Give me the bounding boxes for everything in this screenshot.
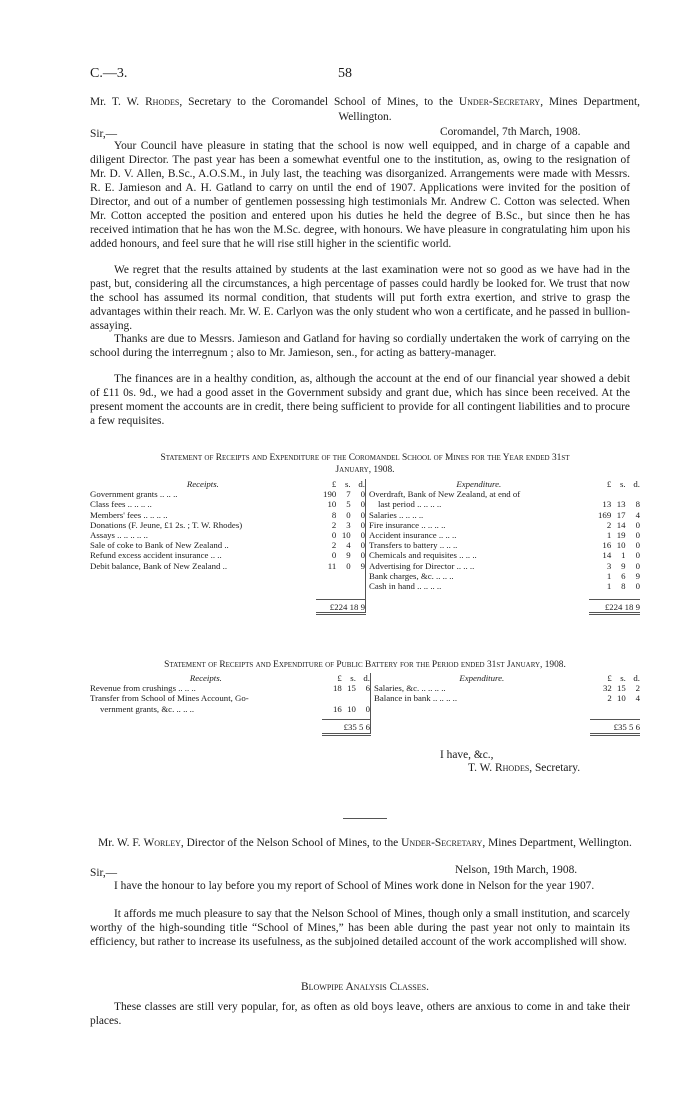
page-number: 58	[338, 66, 352, 81]
statement1-col-pounds: £	[331, 479, 337, 489]
letter2-recipient: Under-Secretary	[401, 837, 483, 849]
table-row	[90, 704, 640, 714]
letter1-recipient: Under-Secretary	[458, 96, 541, 108]
leader-dots: ..	[222, 560, 228, 571]
expenditure-shillings: 13	[616, 499, 626, 510]
table-row	[90, 693, 640, 703]
receipt-pounds: 2	[331, 540, 337, 551]
statement2-expenditure-heading: Expenditure.	[371, 673, 590, 683]
letter2-paragraph-2	[90, 907, 630, 949]
receipt-pounds: 18	[333, 683, 342, 694]
statement1-receipts-heading: Receipts.	[186, 479, 219, 489]
expenditure-label: Transfers to battery	[368, 540, 438, 551]
letter1-signer-title: , Secretary.	[529, 762, 581, 774]
receipt-pence: 0	[360, 489, 365, 500]
table-row	[90, 510, 640, 520]
expenditure-shillings: 19	[616, 530, 626, 541]
expenditure-pounds: 16	[602, 540, 612, 551]
receipt-shillings: 0	[346, 509, 351, 520]
receipt-pounds: 2	[331, 519, 337, 530]
totals-row	[90, 720, 640, 734]
receipt-shillings: 5	[346, 499, 351, 510]
letter2-heading	[90, 836, 640, 851]
receipt-pounds: 8	[331, 509, 337, 520]
expenditure-label: Salaries	[368, 509, 397, 520]
table-row	[90, 530, 640, 540]
receipt-pence: 0	[360, 530, 365, 541]
receipt-label: Donations (F. Jeune, £1 2s. ; T. W. Rhodes)	[90, 519, 243, 530]
receipt-shillings: 10	[347, 703, 356, 714]
statement1-title-line2: January, 1908.	[335, 465, 395, 475]
leader-dots: .. .. .. ..	[417, 581, 442, 592]
statement1-total-receipts: £224 18 9	[316, 599, 366, 613]
leader-dots: .. .. .. ..	[421, 683, 446, 694]
expenditure-label: Accident insurance	[368, 530, 437, 541]
expenditure-pounds: 2	[606, 519, 612, 530]
expenditure-pence: 8	[635, 499, 640, 510]
expenditure-pounds: 3	[606, 560, 612, 571]
leader-dots: .. ..	[465, 550, 477, 561]
letter1-paragraph-3	[90, 332, 630, 360]
receipt-shillings: 10	[341, 530, 351, 541]
letter2-heading-mid: , Director of the Nelson School of Mines, to the	[180, 837, 399, 849]
receipt-pence: 0	[360, 509, 365, 520]
letter2-author-name: Worley	[143, 837, 181, 849]
statement2-col-pounds-right: £	[607, 673, 612, 683]
receipt-pounds: 11	[327, 560, 337, 571]
statement1-table	[90, 479, 640, 615]
page-reference: C.—3.	[90, 66, 128, 81]
blowpipe-paragraph-text: These classes are still very popular, for, as often as old boys leave, others are anxious to come in and take their places.	[90, 1001, 630, 1027]
receipt-label: Revenue from crushings	[90, 683, 176, 694]
expenditure-shillings: 9	[621, 560, 626, 571]
statement2-col-pence-right: d.	[633, 673, 640, 683]
statement2-receipts-heading: Receipts.	[189, 673, 222, 683]
receipt-shillings: 9	[346, 550, 351, 561]
leader-dots: .. .. .. ..	[127, 499, 152, 510]
receipt-pence: 0	[360, 519, 365, 530]
leader-dots: .. .. ..	[436, 570, 454, 581]
letter1-paragraph-1	[90, 139, 630, 251]
expenditure-pence: 0	[635, 581, 640, 592]
expenditure-pounds: 2	[607, 693, 612, 704]
table-row	[90, 683, 640, 693]
expenditure-shillings: 15	[617, 683, 626, 694]
statement1-title-line1: Statement of Receipts and Expenditure of the Coromandel School of Mines for the Year ended 31st	[160, 453, 570, 463]
leader-dots: .. .. ..	[159, 489, 178, 500]
letter1-paragraph-4-text: The finances are in a healthy condition, as, although the account at the end of our financial year showed a debit of £11 0s. 9d., we had a good asset in the Government subsidy and grant due, which has since been received. At the present moment the accounts are in credit, there being sufficient to provide for all contingent liabilities and to procure a few requisites.	[90, 373, 630, 427]
letter1-paragraph-4	[90, 372, 630, 428]
receipt-pounds: 190	[323, 489, 337, 500]
receipt-shillings: 0	[346, 560, 351, 571]
receipt-shillings: 4	[346, 540, 351, 551]
statement1-col-shillings: s.	[344, 479, 351, 489]
statement2-col-shillings-right: s.	[620, 673, 626, 683]
statement1-col-pounds-right: £	[606, 479, 612, 489]
expenditure-label: Balance in bank ..	[374, 693, 438, 704]
statement1-col-pence: d.	[358, 479, 365, 489]
letter1-author-name: Rhodes	[145, 96, 180, 108]
statement2-title: Statement of Receipts and Expenditure of Public Battery for the Period ended 31st January, 1908.	[164, 660, 566, 670]
receipt-label: Government grants	[90, 489, 158, 500]
letter1-paragraph-2	[90, 263, 630, 333]
expenditure-shillings: 10	[617, 693, 626, 704]
expenditure-pence: 4	[635, 693, 640, 704]
expenditure-pounds: 169	[598, 509, 612, 520]
expenditure-label: Advertising for Director ..	[368, 560, 462, 571]
leader-dots: ..	[224, 540, 229, 551]
statement1-expenditure-heading: Expenditure.	[365, 479, 588, 489]
letter2-place-date: Nelson, 19th March, 1908.	[455, 864, 578, 876]
letter2-paragraph-1	[90, 879, 630, 893]
section-heading-blowpipe: Blowpipe Analysis Classes.	[301, 981, 429, 993]
receipt-pounds: 10	[327, 499, 337, 510]
expenditure-pounds: 1	[606, 581, 612, 592]
leader-dots: .. .. ..	[438, 530, 457, 541]
expenditure-shillings: 1	[621, 550, 626, 561]
receipt-pounds: 16	[333, 703, 342, 714]
receipt-label: Members' fees	[90, 509, 142, 520]
table-row	[90, 581, 640, 591]
letter1-heading-mid: , Secretary to the Coromandel School of Mines, to the	[179, 96, 453, 108]
letter2-paragraph-1-text: I have the honour to lay before you my report of School of Mines work done in Nelson for the year 1907.	[114, 880, 595, 892]
receipt-label: Class fees	[90, 499, 126, 510]
letter2-heading-prefix: Mr. W. F.	[98, 837, 141, 849]
letter1-paragraph-2-text: We regret that the results attained by students at the last examination were not so good as we have had in the past, but, considering all the circumstances, a high percentage of passes could hardly be looked for. We trust that now the school has assumed its normal condition, that students will put forth extra exertion, and strive to grasp the advantages within their reach. Mr. W. E. Carlyon was the only student who won a certificate, and he passed in bullion-assaying.	[90, 264, 630, 332]
expenditure-pence: 2	[635, 683, 640, 694]
receipt-label: vernment grants, &c.	[100, 703, 175, 714]
receipt-shillings: 15	[347, 683, 356, 694]
table-row	[90, 561, 640, 571]
table-row	[90, 540, 640, 550]
expenditure-shillings: 6	[621, 570, 626, 581]
expenditure-label: Overdraft, Bank of New Zealand, at end of	[368, 489, 521, 500]
expenditure-pounds: 14	[602, 550, 612, 561]
letter1-heading-prefix: Mr. T. W.	[90, 96, 140, 108]
receipt-pence: 9	[360, 560, 365, 571]
statement1-col-shillings-right: s.	[619, 479, 626, 489]
letter1-signature	[468, 762, 580, 774]
receipt-shillings: 3	[346, 519, 351, 530]
leader-dots: .. .. ..	[427, 519, 446, 530]
receipt-pence: 0	[360, 540, 365, 551]
receipt-label: Sale of coke to Bank of New Zealand	[90, 540, 223, 551]
statement2-col-shillings: s.	[350, 673, 356, 683]
expenditure-label: Fire insurance ..	[368, 519, 426, 530]
leader-dots: .. .. .. ..	[399, 509, 424, 520]
letter1-place-date: Coromandel, 7th March, 1908.	[440, 126, 581, 138]
blowpipe-paragraph	[90, 1000, 630, 1028]
leader-dots: .. .. ..	[439, 693, 458, 704]
letter2-salutation: Sir,—	[90, 867, 118, 879]
expenditure-pence: 0	[635, 530, 640, 541]
statement1-col-pence-right: d.	[633, 479, 640, 489]
leader-dots: .. .. .. ..	[123, 530, 148, 541]
table-row	[90, 489, 640, 499]
letter1-paragraph-1-text: Your Council have pleasure in stating that the school is now well equipped, and in charge of a capable and diligent Director. The past year has been a somewhat eventful one to the institution, as, owing to the resignation of Mr. D. V. Allen, B.Sc., A.O.S.M., in July last, the teaching was disorganized. Arrangements were made with Messrs. R. E. Jamieson and A. H. Gatland to carry on until the end of 1907. Applications were invited for the position of Director, and out of a number of gentlemen possessing high testimonials Mr. Andrew C. Cotton was selected. When Mr. Cotton accepted the position and entered upon his duties he held the degree of B.Sc., but since then he has received intimation that he has won the M.Sc. degree, with honours. We have pleasure in congratulating him upon his added honours, and feel sure that he will rise still higher in the scientific world.	[90, 140, 630, 250]
leader-dots: .. .. ..	[439, 540, 458, 551]
letter1-signer-initials: T. W.	[468, 762, 493, 774]
letter2-heading-suffix: , Mines Department, Wellington.	[482, 837, 632, 849]
statement1-title	[90, 452, 640, 476]
expenditure-pounds: 1	[606, 530, 612, 541]
letter2-paragraph-2-text: It affords me much pleasure to say that the Nelson School of Mines, though only a small institution, and scarcely worthy of the high-sounding title “School of Mines,” has been able during the past year not only to maintain its efficiency, but rather to increase its usefulness, as the subjoined detailed account of the work accomplished will show.	[90, 908, 630, 948]
expenditure-pounds: 1	[606, 570, 612, 581]
letter1-heading	[90, 95, 640, 125]
expenditure-pounds: 13	[602, 499, 612, 510]
section-divider	[343, 818, 387, 819]
table-row	[90, 520, 640, 530]
receipt-label: Refund excess accident insurance ..	[90, 550, 216, 561]
statement2-total-expenditure: £35 5 6	[590, 720, 640, 734]
statement1-total-expenditure: £224 18 9	[589, 599, 640, 613]
expenditure-shillings: 14	[616, 519, 626, 530]
leader-dots: .. .. ..	[178, 683, 196, 694]
statement2-table	[90, 673, 640, 736]
expenditure-pence: 0	[635, 540, 640, 551]
letter1-paragraph-3-text: Thanks are due to Messrs. Jamieson and Gatland for having so cordially undertaken the work of carrying on the school during the interregnum ; also to Mr. Jamieson, sen., for acting as battery-manager.	[90, 333, 630, 359]
table-row	[90, 571, 640, 581]
expenditure-pounds: 32	[602, 683, 612, 694]
expenditure-shillings: 17	[616, 509, 626, 520]
receipt-pence: 0	[365, 703, 370, 714]
receipt-shillings: 7	[346, 489, 351, 500]
letter1-salutation: Sir,—	[90, 128, 118, 140]
leader-dots: .. ..	[463, 560, 475, 571]
expenditure-shillings: 10	[616, 540, 626, 551]
table-row	[90, 550, 640, 560]
receipt-pence: 0	[360, 550, 365, 561]
letter1-signoff: I have, &c.,	[440, 749, 494, 761]
expenditure-label: Cash in hand	[368, 581, 415, 592]
receipt-label: Debit balance, Bank of New Zealand	[90, 560, 221, 571]
expenditure-pence: 4	[635, 509, 640, 520]
receipt-label: Assays ..	[90, 530, 122, 541]
statement2-col-pence: d.	[363, 673, 370, 683]
expenditure-pence: 0	[635, 550, 640, 561]
expenditure-pence: 0	[635, 519, 640, 530]
letter1-heading-suffix: , Mines Department, Wellington.	[338, 96, 641, 123]
expenditure-label: Salaries, &c.	[374, 683, 420, 694]
leader-dots: .. .. ..	[176, 703, 195, 714]
expenditure-label: Chemicals and requisites ..	[368, 550, 464, 561]
expenditure-label: last period	[377, 499, 415, 510]
expenditure-pence: 0	[635, 560, 640, 571]
expenditure-pence: 9	[635, 570, 640, 581]
receipt-pence: 6	[365, 683, 370, 694]
totals-row	[90, 599, 640, 613]
statement2-total-receipts: £35 5 6	[322, 720, 371, 734]
leader-dots: .. .. .. ..	[143, 509, 168, 520]
receipt-pounds: 0	[331, 530, 337, 541]
statement2-col-pounds: £	[337, 673, 342, 683]
receipt-pounds: 0	[331, 550, 337, 561]
leader-dots: .. .. .. ..	[417, 499, 442, 510]
expenditure-shillings: 8	[621, 581, 626, 592]
expenditure-label: Bank charges, &c.	[368, 570, 434, 581]
leader-dots: ..	[217, 550, 222, 561]
table-row	[90, 499, 640, 509]
letter1-signer-name: Rhodes	[495, 762, 530, 774]
receipt-pence: 0	[360, 499, 365, 510]
receipt-label: Transfer from School of Mines Account, Go-	[90, 693, 249, 704]
